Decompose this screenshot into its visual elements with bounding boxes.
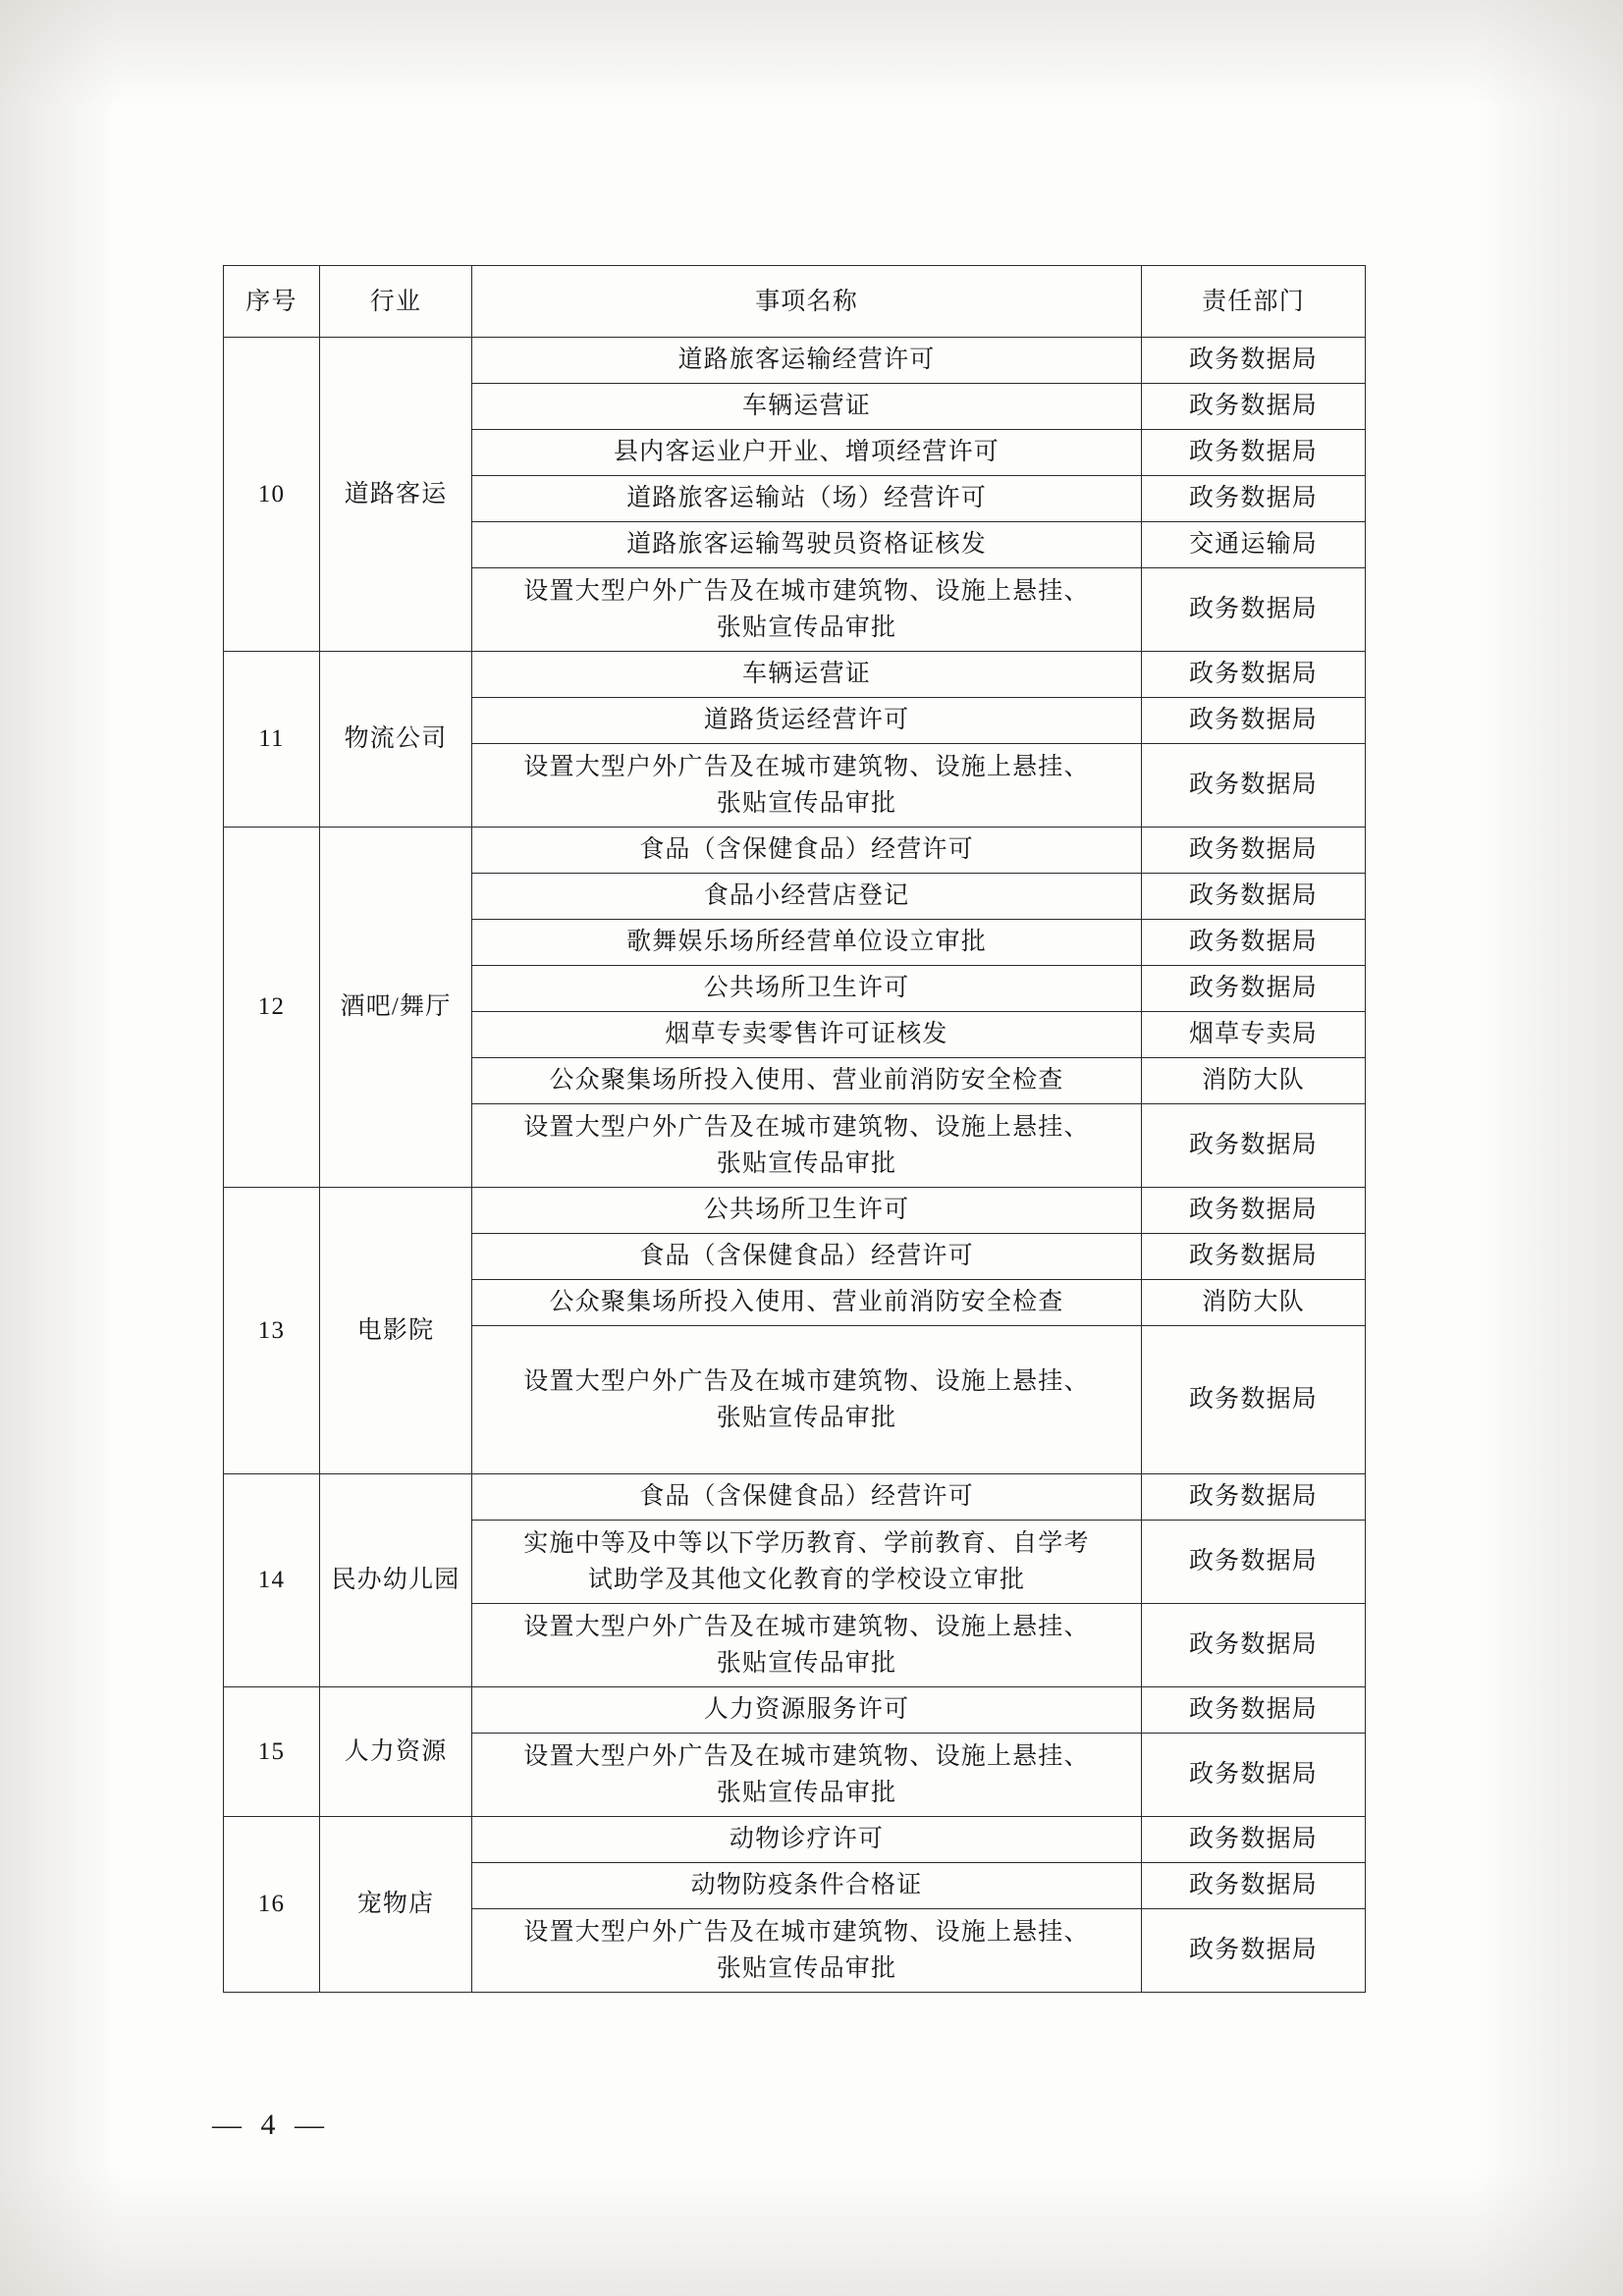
cell-item-name — [472, 1521, 1142, 1604]
cell-industry: 宠物店 — [320, 1817, 472, 1993]
item-name-line: 设置大型户外广告及在城市建筑物、设施上悬挂、 — [523, 1918, 1090, 1946]
cell-responsible-department: 政务数据局 — [1142, 1909, 1366, 1993]
item-name-line: 张贴宣传品审批 — [716, 1650, 897, 1677]
cell-responsible-department: 政务数据局 — [1142, 1234, 1366, 1280]
scan-shadow-left — [0, 0, 118, 2296]
scan-shadow-bottom — [0, 2168, 1623, 2296]
table-row — [224, 1817, 1366, 1863]
cell-responsible-department: 政务数据局 — [1142, 744, 1366, 828]
cell-sequence-number: 16 — [224, 1817, 320, 1993]
cell-item-name — [472, 1734, 1142, 1817]
cell-responsible-department: 政务数据局 — [1142, 1326, 1366, 1474]
header-seq: 序号 — [224, 266, 320, 338]
cell-responsible-department: 政务数据局 — [1142, 1604, 1366, 1687]
cell-item-name — [472, 568, 1142, 652]
item-name-line: 张贴宣传品审批 — [716, 1150, 897, 1177]
cell-responsible-department: 政务数据局 — [1142, 1863, 1366, 1909]
cell-item-name: 食品小经营店登记 — [472, 874, 1142, 920]
cell-responsible-department: 交通运输局 — [1142, 522, 1366, 568]
cell-industry: 民办幼儿园 — [320, 1474, 472, 1687]
cell-item-name: 公共场所卫生许可 — [472, 966, 1142, 1012]
header-item: 事项名称 — [472, 266, 1142, 338]
item-name-line: 张贴宣传品审批 — [716, 1780, 897, 1806]
cell-industry: 酒吧/舞厅 — [320, 828, 472, 1188]
item-name-line: 试助学及其他文化教育的学校设立审批 — [587, 1567, 1026, 1593]
cell-responsible-department: 政务数据局 — [1142, 1687, 1366, 1734]
cell-item-name — [472, 1104, 1142, 1188]
cell-responsible-department: 消防大队 — [1142, 1280, 1366, 1326]
cell-responsible-department: 政务数据局 — [1142, 966, 1366, 1012]
item-name-line: 设置大型户外广告及在城市建筑物、设施上悬挂、 — [523, 753, 1090, 780]
table-row — [224, 828, 1366, 874]
permit-items-table — [223, 265, 1366, 1993]
item-name-line: 张贴宣传品审批 — [716, 790, 897, 817]
item-name-line: 设置大型户外广告及在城市建筑物、设施上悬挂、 — [523, 1742, 1090, 1770]
cell-item-name: 食品（含保健食品）经营许可 — [472, 1234, 1142, 1280]
item-name-line: 设置大型户外广告及在城市建筑物、设施上悬挂、 — [523, 1113, 1090, 1141]
item-name-line: 设置大型户外广告及在城市建筑物、设施上悬挂、 — [523, 1367, 1090, 1395]
cell-item-name: 人力资源服务许可 — [472, 1687, 1142, 1734]
header-industry: 行业 — [320, 266, 472, 338]
cell-responsible-department: 政务数据局 — [1142, 1104, 1366, 1188]
cell-item-name: 县内客运业户开业、增项经营许可 — [472, 430, 1142, 476]
cell-item-name — [472, 744, 1142, 828]
cell-item-name: 公众聚集场所投入使用、营业前消防安全检查 — [472, 1058, 1142, 1104]
cell-item-name: 车辆运营证 — [472, 652, 1142, 698]
cell-item-name: 食品（含保健食品）经营许可 — [472, 828, 1142, 874]
cell-sequence-number: 11 — [224, 652, 320, 828]
cell-item-name: 公共场所卫生许可 — [472, 1188, 1142, 1234]
cell-responsible-department: 政务数据局 — [1142, 568, 1366, 652]
cell-responsible-department: 政务数据局 — [1142, 652, 1366, 698]
cell-sequence-number: 10 — [224, 338, 320, 652]
table-row — [224, 1474, 1366, 1521]
cell-item-name — [472, 1909, 1142, 1993]
cell-item-name: 道路旅客运输驾驶员资格证核发 — [472, 522, 1142, 568]
cell-responsible-department: 消防大队 — [1142, 1058, 1366, 1104]
table-body — [224, 338, 1366, 1993]
cell-sequence-number: 12 — [224, 828, 320, 1188]
cell-item-name: 烟草专卖零售许可证核发 — [472, 1012, 1142, 1058]
cell-item-name: 公众聚集场所投入使用、营业前消防安全检查 — [472, 1280, 1142, 1326]
cell-item-name: 道路旅客运输经营许可 — [472, 338, 1142, 384]
cell-responsible-department: 政务数据局 — [1142, 874, 1366, 920]
scan-shadow-top — [0, 0, 1623, 108]
cell-industry: 电影院 — [320, 1188, 472, 1474]
cell-item-name: 动物诊疗许可 — [472, 1817, 1142, 1863]
cell-sequence-number: 13 — [224, 1188, 320, 1474]
table-row — [224, 1687, 1366, 1734]
header-department: 责任部门 — [1142, 266, 1366, 338]
item-name-line: 设置大型户外广告及在城市建筑物、设施上悬挂、 — [523, 1613, 1090, 1640]
cell-item-name: 歌舞娱乐场所经营单位设立审批 — [472, 920, 1142, 966]
cell-item-name: 道路货运经营许可 — [472, 698, 1142, 744]
cell-item-name — [472, 1326, 1142, 1474]
cell-responsible-department: 政务数据局 — [1142, 1817, 1366, 1863]
cell-sequence-number: 15 — [224, 1687, 320, 1817]
cell-responsible-department: 政务数据局 — [1142, 1474, 1366, 1521]
cell-responsible-department: 政务数据局 — [1142, 1734, 1366, 1817]
page-number: — 4 — — [212, 2109, 330, 2141]
scan-shadow-right — [1476, 0, 1623, 2296]
cell-responsible-department: 烟草专卖局 — [1142, 1012, 1366, 1058]
item-name-line: 张贴宣传品审批 — [716, 1955, 897, 1982]
cell-responsible-department: 政务数据局 — [1142, 338, 1366, 384]
cell-responsible-department: 政务数据局 — [1142, 1188, 1366, 1234]
cell-item-name: 车辆运营证 — [472, 384, 1142, 430]
table-row — [224, 338, 1366, 384]
item-name-line: 张贴宣传品审批 — [716, 614, 897, 641]
cell-industry: 物流公司 — [320, 652, 472, 828]
cell-industry: 人力资源 — [320, 1687, 472, 1817]
cell-responsible-department: 政务数据局 — [1142, 430, 1366, 476]
cell-item-name: 道路旅客运输站（场）经营许可 — [472, 476, 1142, 522]
item-name-line: 实施中等及中等以下学历教育、学前教育、自学考 — [523, 1529, 1090, 1557]
cell-responsible-department: 政务数据局 — [1142, 920, 1366, 966]
cell-responsible-department: 政务数据局 — [1142, 1521, 1366, 1604]
cell-responsible-department: 政务数据局 — [1142, 476, 1366, 522]
cell-industry: 道路客运 — [320, 338, 472, 652]
cell-item-name: 动物防疫条件合格证 — [472, 1863, 1142, 1909]
table-row — [224, 1188, 1366, 1234]
cell-sequence-number: 14 — [224, 1474, 320, 1687]
item-name-line: 设置大型户外广告及在城市建筑物、设施上悬挂、 — [523, 577, 1090, 605]
cell-responsible-department: 政务数据局 — [1142, 828, 1366, 874]
table-header-row — [224, 266, 1366, 338]
cell-item-name — [472, 1604, 1142, 1687]
cell-item-name: 食品（含保健食品）经营许可 — [472, 1474, 1142, 1521]
table-row — [224, 652, 1366, 698]
cell-responsible-department: 政务数据局 — [1142, 384, 1366, 430]
item-name-line: 张贴宣传品审批 — [716, 1405, 897, 1431]
cell-responsible-department: 政务数据局 — [1142, 698, 1366, 744]
